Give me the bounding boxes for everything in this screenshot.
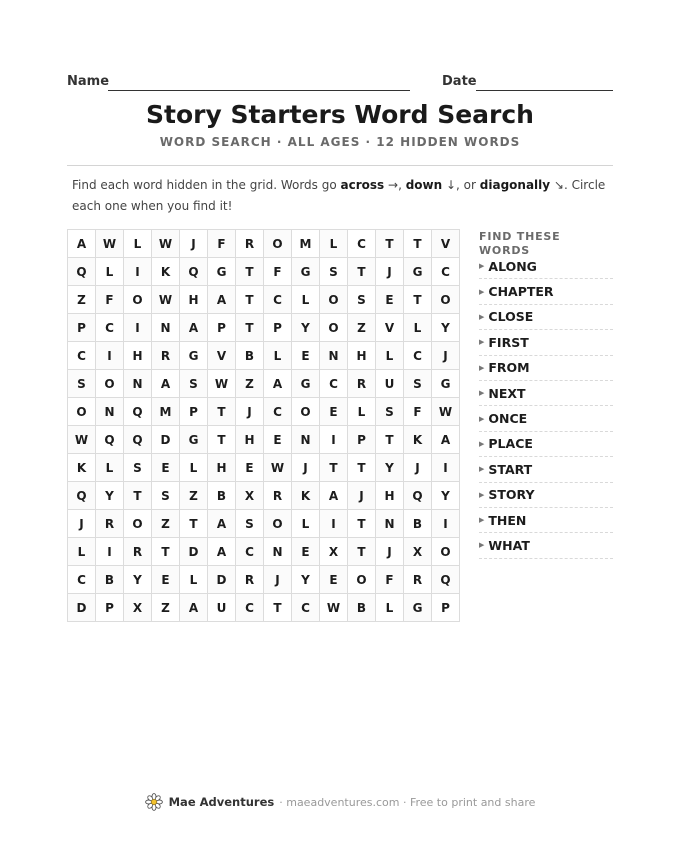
footer-text: · maeadventures.com · Free to print and share [279,795,536,809]
grid-cell[interactable]: A [180,314,208,342]
grid-cell[interactable]: A [208,510,236,538]
grid-cell[interactable]: L [376,594,404,622]
grid-cell[interactable]: C [68,566,96,594]
grid-cell[interactable]: A [208,538,236,566]
grid-cell[interactable]: H [124,342,152,370]
letter-grid [67,229,460,622]
grid-cell[interactable]: T [404,286,432,314]
grid-cell[interactable]: L [404,314,432,342]
grid-cell[interactable]: S [236,510,264,538]
grid-cell[interactable]: B [96,566,124,594]
grid-cell[interactable]: E [292,342,320,370]
grid-cell[interactable]: N [124,370,152,398]
footer [0,793,680,811]
triangle-bullet-icon: ▶ [479,414,485,423]
grid-cell[interactable]: J [376,258,404,286]
grid-cell[interactable]: W [432,398,460,426]
grid-cell[interactable]: K [292,482,320,510]
grid-cell[interactable]: L [320,230,348,258]
grid-cell[interactable]: I [124,314,152,342]
grid-cell[interactable]: A [152,370,180,398]
grid-cell[interactable]: H [376,482,404,510]
grid-cell[interactable]: Z [68,286,96,314]
grid-row [68,510,460,538]
grid-cell[interactable]: T [264,594,292,622]
instructions-diagonal: diagonally [479,178,551,192]
grid-cell[interactable]: L [292,286,320,314]
grid-cell[interactable]: L [376,342,404,370]
grid-cell[interactable]: E [376,286,404,314]
word-list-heading: FIND THESE WORDS [479,230,561,257]
grid-cell[interactable]: Q [404,482,432,510]
grid-cell[interactable]: P [432,594,460,622]
grid-cell[interactable]: H [236,426,264,454]
grid-cell[interactable]: W [96,230,124,258]
grid-cell[interactable]: T [404,230,432,258]
grid-cell[interactable]: C [292,594,320,622]
triangle-bullet-icon: ▶ [479,262,485,271]
grid-cell[interactable]: Z [348,314,376,342]
instructions-down: down [405,178,443,192]
grid-cell[interactable]: T [208,426,236,454]
grid-cell[interactable]: M [292,230,320,258]
grid-cell[interactable]: T [320,454,348,482]
triangle-bullet-icon: ▶ [479,490,485,499]
grid-cell[interactable]: T [376,426,404,454]
grid-cell[interactable]: O [320,286,348,314]
grid-cell[interactable]: G [292,370,320,398]
grid-row [68,258,460,286]
triangle-bullet-icon: ▶ [479,312,485,321]
grid-cell[interactable]: F [376,566,404,594]
grid-cell[interactable]: R [348,370,376,398]
grid-cell[interactable]: T [236,314,264,342]
grid-cell[interactable]: N [376,510,404,538]
grid-cell[interactable]: R [404,566,432,594]
grid-cell[interactable]: S [68,370,96,398]
grid-cell[interactable]: Q [96,426,124,454]
grid-cell[interactable]: T [376,230,404,258]
word-label: THEN [488,512,527,528]
grid-cell[interactable]: R [236,566,264,594]
grid-row [68,454,460,482]
grid-cell[interactable]: B [236,342,264,370]
grid-cell[interactable]: E [236,454,264,482]
grid-cell[interactable]: T [208,398,236,426]
grid-cell[interactable]: R [96,510,124,538]
grid-cell[interactable]: Q [68,482,96,510]
grid-cell[interactable]: Y [292,314,320,342]
grid-cell[interactable]: D [180,538,208,566]
triangle-bullet-icon: ▶ [479,439,485,448]
grid-cell[interactable]: G [432,370,460,398]
word-list-item [479,457,613,482]
grid-cell[interactable]: P [96,594,124,622]
word-list-item [479,533,613,558]
grid-cell[interactable]: T [348,258,376,286]
grid-cell[interactable]: B [404,510,432,538]
word-label: ONCE [488,411,528,427]
grid-cell[interactable]: R [124,538,152,566]
word-list-panel [479,230,613,559]
grid-cell[interactable]: U [208,594,236,622]
grid-cell[interactable]: P [348,426,376,454]
grid-cell[interactable]: C [320,370,348,398]
grid-row [68,398,460,426]
grid-cell[interactable]: N [292,426,320,454]
grid-cell[interactable]: Q [124,398,152,426]
word-list-item [479,305,613,330]
grid-cell[interactable]: Q [68,258,96,286]
grid-cell[interactable]: D [152,426,180,454]
grid-cell[interactable]: X [404,538,432,566]
grid-cell[interactable]: G [208,258,236,286]
grid-cell[interactable]: H [180,286,208,314]
grid-cell[interactable]: C [404,342,432,370]
word-list [479,254,613,559]
name-date-row [67,74,613,94]
grid-cell[interactable]: C [68,342,96,370]
grid-cell[interactable]: W [208,370,236,398]
grid-cell[interactable]: X [320,538,348,566]
grid-cell[interactable]: T [236,286,264,314]
grid-cell[interactable]: S [376,398,404,426]
grid-cell[interactable]: Z [236,370,264,398]
grid-cell[interactable]: Q [124,426,152,454]
word-label: FROM [488,360,530,376]
grid-cell[interactable]: T [236,258,264,286]
grid-cell[interactable]: Q [432,566,460,594]
grid-cell[interactable]: S [404,370,432,398]
grid-cell[interactable]: W [320,594,348,622]
grid-cell[interactable]: E [320,566,348,594]
grid-row [68,482,460,510]
grid-cell[interactable]: J [292,454,320,482]
grid-cell[interactable]: Y [96,482,124,510]
grid-cell[interactable]: I [124,258,152,286]
grid-cell[interactable]: M [152,398,180,426]
grid-cell[interactable]: H [348,342,376,370]
grid-cell[interactable]: Y [432,482,460,510]
page-subtitle: WORD SEARCH · ALL AGES · 12 HIDDEN WORDS [159,135,521,149]
grid-cell[interactable]: J [348,482,376,510]
grid-cell[interactable]: O [320,314,348,342]
instructions-text-1: Find each word hidden in the grid. Words go [72,178,341,192]
grid-cell[interactable]: G [180,426,208,454]
date-line [476,90,613,91]
grid-cell[interactable]: A [432,426,460,454]
grid-cell[interactable]: K [68,454,96,482]
grid-cell[interactable]: C [348,230,376,258]
word-label: ALONG [488,258,537,274]
name-line [108,90,410,91]
grid-cell[interactable]: E [264,426,292,454]
grid-cell[interactable]: O [432,286,460,314]
grid-cell[interactable]: L [180,566,208,594]
instructions [72,175,616,217]
grid-cell[interactable]: S [320,258,348,286]
grid-cell[interactable]: I [320,510,348,538]
grid-cell[interactable]: Y [432,314,460,342]
grid-cell[interactable]: J [236,398,264,426]
grid-cell[interactable]: I [320,426,348,454]
grid-cell[interactable]: L [96,454,124,482]
word-label: WHAT [488,537,530,553]
grid-cell[interactable]: O [124,510,152,538]
word-label: PLACE [488,436,533,452]
grid-cell[interactable]: P [68,314,96,342]
grid-cell[interactable]: E [292,538,320,566]
triangle-bullet-icon: ▶ [479,389,485,398]
grid-row [68,370,460,398]
word-label: FIRST [488,334,529,350]
grid-cell[interactable]: S [152,482,180,510]
instructions-across: across [340,178,385,192]
grid-cell[interactable]: O [124,286,152,314]
grid-cell[interactable]: E [152,566,180,594]
grid-cell[interactable]: L [96,258,124,286]
triangle-bullet-icon: ▶ [479,465,485,474]
instructions-diagonal-arrow: ↘. Circle each one when you find it! [72,178,606,213]
grid-cell[interactable]: L [292,510,320,538]
grid-cell[interactable]: I [432,510,460,538]
grid-cell[interactable]: S [348,286,376,314]
grid-cell[interactable]: K [404,426,432,454]
grid-cell[interactable]: X [236,482,264,510]
grid-cell[interactable]: I [96,342,124,370]
grid-cell[interactable]: C [96,314,124,342]
grid-cell[interactable]: J [180,230,208,258]
grid-cell[interactable]: C [264,286,292,314]
grid-cell[interactable]: L [348,398,376,426]
word-list-item [479,432,613,457]
grid-cell[interactable]: T [152,538,180,566]
grid-cell[interactable]: J [264,566,292,594]
grid-cell[interactable]: W [152,230,180,258]
grid-row [68,286,460,314]
grid-cell[interactable]: J [68,510,96,538]
word-list-item [479,279,613,304]
grid-cell[interactable]: Q [180,258,208,286]
grid-cell[interactable]: R [236,230,264,258]
grid-cell[interactable]: N [152,314,180,342]
grid-cell[interactable]: Z [180,482,208,510]
grid-cell[interactable]: N [96,398,124,426]
word-label: STORY [488,487,535,503]
word-list-item [479,508,613,533]
grid-row [68,314,460,342]
grid-cell[interactable]: G [404,594,432,622]
grid-cell[interactable]: B [348,594,376,622]
word-list-item [479,483,613,508]
grid-cell[interactable]: J [404,454,432,482]
grid-cell[interactable]: G [404,258,432,286]
grid-cell[interactable]: F [208,230,236,258]
grid-cell[interactable]: O [292,398,320,426]
grid-cell[interactable]: I [432,454,460,482]
grid-cell[interactable]: J [376,538,404,566]
word-label: CLOSE [488,309,534,325]
triangle-bullet-icon: ▶ [479,363,485,372]
grid-cell[interactable]: D [208,566,236,594]
grid-cell[interactable]: T [348,538,376,566]
instructions-across-arrow: →, [384,178,406,192]
word-label: NEXT [488,385,526,401]
grid-cell[interactable]: R [264,482,292,510]
word-list-item [479,356,613,381]
date-label: Date [442,74,477,89]
grid-cell[interactable]: Y [292,566,320,594]
grid-cell[interactable]: E [152,454,180,482]
triangle-bullet-icon: ▶ [479,516,485,525]
grid-cell[interactable]: O [264,510,292,538]
grid-cell[interactable]: R [152,342,180,370]
grid-cell[interactable]: G [180,342,208,370]
grid-cell[interactable]: L [264,342,292,370]
word-list-item [479,330,613,355]
grid-cell[interactable]: A [180,594,208,622]
grid-cell[interactable]: V [432,230,460,258]
daisy-flower-icon [145,793,163,811]
grid-cell[interactable]: B [208,482,236,510]
grid-cell[interactable]: U [376,370,404,398]
grid-cell[interactable]: S [124,454,152,482]
grid-cell[interactable]: O [432,538,460,566]
grid-cell[interactable]: O [264,230,292,258]
grid-cell[interactable]: D [68,594,96,622]
word-label: CHAPTER [488,284,554,300]
grid-cell[interactable]: W [68,426,96,454]
grid-cell[interactable]: K [152,258,180,286]
grid-cell[interactable]: P [208,314,236,342]
grid-cell[interactable]: F [96,286,124,314]
triangle-bullet-icon: ▶ [479,338,485,347]
grid-cell[interactable]: W [152,286,180,314]
grid-cell[interactable]: T [348,510,376,538]
page-title: Story Starters Word Search [145,100,534,129]
grid-cell[interactable]: Z [152,594,180,622]
grid-cell[interactable]: L [180,454,208,482]
grid-row [68,426,460,454]
grid-cell[interactable]: Y [124,566,152,594]
grid-cell[interactable]: V [208,342,236,370]
grid-cell[interactable]: P [180,398,208,426]
word-label: START [488,461,533,477]
grid-cell[interactable]: T [348,454,376,482]
grid-cell[interactable]: C [236,594,264,622]
grid-cell[interactable]: A [208,286,236,314]
grid-cell[interactable]: G [292,258,320,286]
grid-cell[interactable]: C [236,538,264,566]
grid-cell[interactable]: S [180,370,208,398]
grid-cell[interactable]: W [264,454,292,482]
grid-cell[interactable]: O [96,370,124,398]
triangle-bullet-icon: ▶ [479,287,485,296]
grid-row [68,538,460,566]
grid-cell[interactable]: T [124,482,152,510]
word-list-item [479,381,613,406]
grid-cell[interactable]: E [320,398,348,426]
grid-row [68,230,460,258]
grid-cell[interactable]: J [432,342,460,370]
grid-cell[interactable]: P [264,314,292,342]
grid-cell[interactable]: T [180,510,208,538]
grid-cell[interactable]: Z [152,510,180,538]
grid-cell[interactable]: X [124,594,152,622]
grid-cell[interactable]: N [264,538,292,566]
grid-cell[interactable]: H [208,454,236,482]
grid-cell[interactable]: C [264,398,292,426]
grid-row [68,594,460,622]
word-list-item [479,254,613,279]
grid-cell[interactable]: A [68,230,96,258]
grid-cell[interactable]: A [264,370,292,398]
grid-row [68,342,460,370]
grid-cell[interactable]: I [96,538,124,566]
instructions-down-arrow: ↓, or [442,178,480,192]
grid-cell[interactable]: F [404,398,432,426]
grid-cell[interactable]: O [348,566,376,594]
triangle-bullet-icon: ▶ [479,541,485,550]
grid-cell[interactable]: C [432,258,460,286]
grid-cell[interactable]: N [320,342,348,370]
grid-cell[interactable]: A [320,482,348,510]
grid-cell[interactable]: Y [376,454,404,482]
grid-cell[interactable]: V [376,314,404,342]
footer-brand: Mae Adventures [168,795,275,809]
grid-cell[interactable]: L [68,538,96,566]
name-label: Name [67,74,110,89]
divider [67,165,613,166]
grid-cell[interactable]: O [68,398,96,426]
grid-row [68,566,460,594]
grid-cell[interactable]: L [124,230,152,258]
word-list-item [479,406,613,431]
grid-cell[interactable]: F [264,258,292,286]
